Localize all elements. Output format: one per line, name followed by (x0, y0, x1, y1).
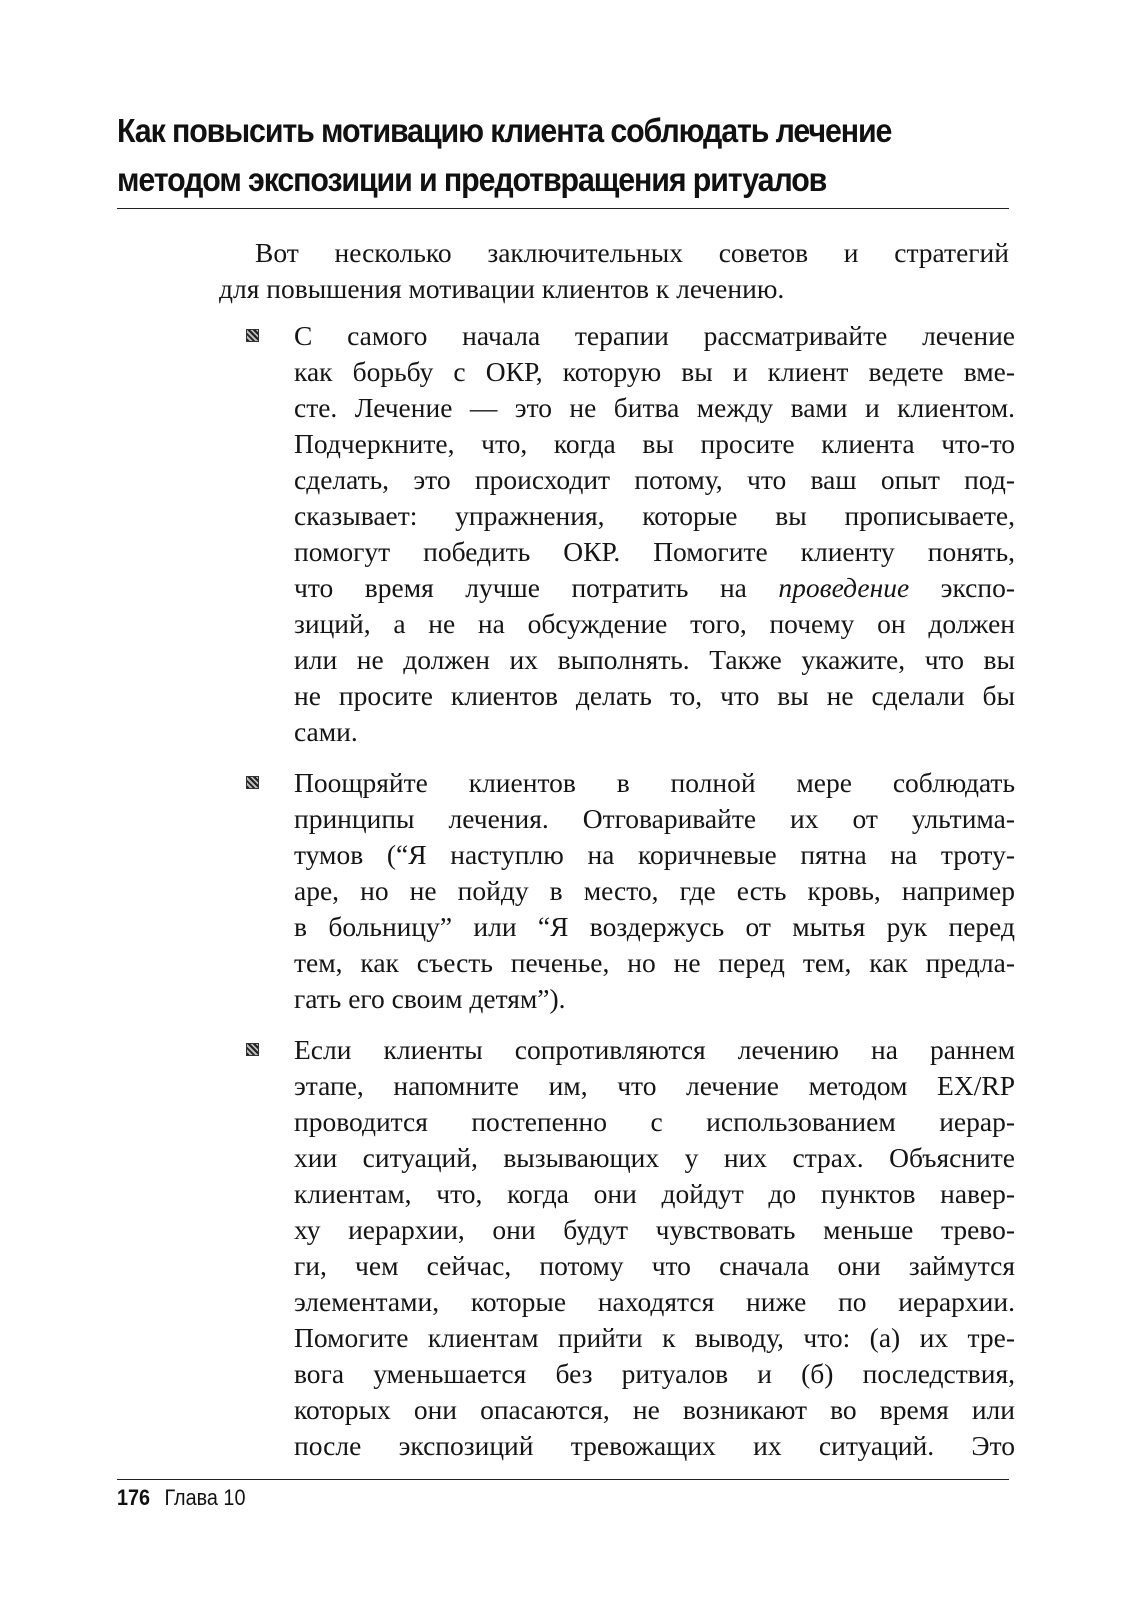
text-fragment: экспо- (909, 572, 1015, 603)
text-line: тумов (“Я наступлю на коричневые пятна на троту- (294, 839, 1015, 870)
list-item (245, 765, 1015, 1017)
text-line (294, 570, 1015, 606)
text-line: Подчеркните, что, когда вы просите клиента что-то (294, 428, 1015, 459)
text-line: тем, как съесть печенье, но не перед тем, как предла- (294, 947, 1015, 978)
heading-rule (117, 208, 1009, 209)
square-bullet-icon (246, 329, 259, 342)
section-heading (117, 106, 945, 204)
emphasized-word: проведение (778, 572, 910, 603)
text-line: не просите клиентов делать то, что вы не сделали бы (294, 680, 1015, 711)
text-line: зиций, а не на обсуждение того, почему он должен (294, 608, 1015, 639)
square-bullet-icon (246, 776, 259, 789)
text-line: ху иерархии, они будут чувствовать меньше трево- (294, 1214, 1015, 1245)
heading-line: Как повысить мотивацию клиента соблюдать лечение (117, 112, 892, 149)
text-line: хии ситуаций, вызывающих у них страх. Объясните (294, 1142, 1015, 1173)
bullet-list (245, 318, 1015, 1479)
text-line: элементами, которые находятся ниже по иерархии. (294, 1286, 1015, 1317)
text-fragment: что время лучше потратить на (294, 572, 779, 603)
square-bullet-icon (246, 1043, 259, 1056)
text-line: сами. (294, 716, 358, 747)
text-line: Помогите клиентам прийти к выводу, что: (а) их тре- (294, 1322, 1015, 1353)
text-line: клиентам, что, когда они дойдут до пунктов навер- (294, 1178, 1015, 1209)
text-line: С самого начала терапии рассматривайте лечение (294, 320, 1015, 351)
text-line: как борьбу с ОКР, которую вы и клиент ведете вме- (294, 356, 1015, 387)
page-number: 176 (117, 1485, 151, 1510)
text-line: которых они опасаются, не возникают во время или (294, 1394, 1015, 1425)
text-line: ги, чем сейчас, потому что сначала они займутся (294, 1250, 1015, 1281)
chapter-label: Глава 10 (164, 1485, 246, 1510)
text-line: гать его своим детям”). (294, 983, 566, 1014)
text-line: аре, но не пойду в место, где есть кровь, например (294, 875, 1015, 906)
text-line: после экспозиций тревожащих их ситуаций. Это (294, 1430, 1015, 1461)
heading-line: методом экспозиции и предотвращения ритуалов (117, 161, 827, 198)
text-line: принципы лечения. Отговаривайте их от ультима- (294, 803, 1015, 834)
text-line: сте. Лечение — это не битва между вами и клиентом. (294, 392, 1015, 423)
text-line: вога уменьшается без ритуалов и (б) последствия, (294, 1358, 1015, 1389)
footer-rule (117, 1479, 1009, 1480)
text-line: сделать, это происходит потому, что ваш опыт под- (294, 464, 1015, 495)
text-line: или не должен их выполнять. Также укажите, что вы (294, 644, 1015, 675)
text-line: в больницу” или “Я воздержусь от мытья рук перед (294, 911, 1015, 942)
text-line: Вот несколько заключительных советов и стратегий (255, 237, 1009, 268)
text-line: этапе, напомните им, что лечение методом EX/RP (294, 1070, 1015, 1101)
page-footer (117, 1483, 245, 1513)
text-line: Если клиенты сопротивляются лечению на раннем (294, 1034, 1015, 1065)
text-line: проводится постепенно с использованием иерар- (294, 1106, 1015, 1137)
text-line: помогут победить ОКР. Помогите клиенту понять, (294, 536, 1015, 567)
text-line: для повышения мотивации клиентов к лечению. (219, 273, 785, 304)
list-item (245, 318, 1015, 750)
intro-paragraph (219, 235, 1009, 307)
text-line: сказывает: упражнения, которые вы прописываете, (294, 500, 1015, 531)
text-line: Поощряйте клиентов в полной мере соблюдать (294, 767, 1015, 798)
list-item (245, 1032, 1015, 1464)
